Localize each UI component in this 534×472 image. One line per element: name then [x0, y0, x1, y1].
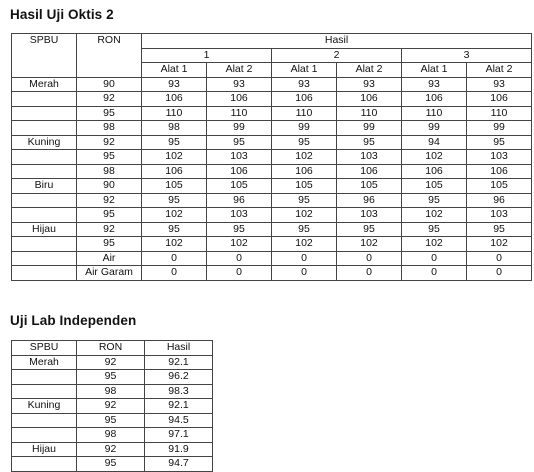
ron-cell: 98	[77, 164, 142, 179]
value-cell: 110	[467, 106, 532, 121]
value-cell: 105	[402, 179, 467, 194]
value-cell: 99	[337, 121, 402, 136]
value-cell: 105	[467, 179, 532, 194]
table-row	[12, 106, 532, 121]
value-cell: 95	[402, 222, 467, 237]
hasil-cell: 91.9	[145, 442, 213, 457]
ron-cell: 95	[77, 237, 142, 252]
value-cell: 93	[207, 77, 272, 92]
value-cell: 106	[467, 164, 532, 179]
ron-cell: 90	[77, 77, 142, 92]
value-cell: 95	[467, 135, 532, 150]
table2-title: Uji Lab Independen	[10, 313, 137, 328]
hasil-cell: 96.2	[145, 370, 213, 385]
spbu-cell	[12, 457, 77, 472]
value-cell: 99	[272, 121, 337, 136]
value-cell: 0	[272, 266, 337, 281]
value-cell: 96	[207, 193, 272, 208]
table-row	[12, 370, 213, 385]
ron-cell: 90	[77, 179, 142, 194]
table-row	[12, 266, 532, 281]
value-cell: 102	[142, 150, 207, 165]
value-cell: 95	[467, 222, 532, 237]
hasil-cell: 92.1	[145, 355, 213, 370]
value-cell: 106	[337, 164, 402, 179]
header-row-1	[12, 34, 532, 49]
ron-cell: 95	[77, 208, 142, 223]
value-cell: 102	[337, 237, 402, 252]
value-cell: 106	[272, 92, 337, 107]
value-cell: 102	[207, 237, 272, 252]
spbu-cell: Hijau	[12, 442, 77, 457]
value-cell: 99	[467, 121, 532, 136]
value-cell: 103	[337, 208, 402, 223]
value-cell: 103	[337, 150, 402, 165]
header-alat: Alat 2	[337, 63, 402, 78]
spbu-cell	[12, 193, 77, 208]
table-row	[12, 237, 532, 252]
spbu-cell	[12, 150, 77, 165]
spbu-cell	[12, 251, 77, 266]
spbu-cell	[12, 106, 77, 121]
oktis-results-table	[11, 33, 532, 281]
value-cell: 102	[402, 208, 467, 223]
value-cell: 102	[142, 208, 207, 223]
hasil-cell: 94.7	[145, 457, 213, 472]
value-cell: 93	[337, 77, 402, 92]
table-row	[12, 428, 213, 443]
table-row	[12, 457, 213, 472]
ron-cell: 98	[77, 428, 145, 443]
value-cell: 95	[207, 135, 272, 150]
value-cell: 93	[272, 77, 337, 92]
ron-cell: 92	[77, 193, 142, 208]
spbu-cell	[12, 237, 77, 252]
header-spbu: SPBU	[12, 34, 77, 78]
value-cell: 95	[402, 193, 467, 208]
header-group-3: 3	[402, 48, 532, 63]
spbu-cell	[12, 266, 77, 281]
header-group-2: 2	[272, 48, 402, 63]
value-cell: 95	[207, 222, 272, 237]
value-cell: 102	[272, 150, 337, 165]
spbu-cell: Merah	[12, 77, 77, 92]
value-cell: 110	[207, 106, 272, 121]
value-cell: 106	[402, 164, 467, 179]
oktis-table-body	[12, 34, 532, 281]
value-cell: 0	[467, 251, 532, 266]
value-cell: 102	[142, 237, 207, 252]
value-cell: 103	[467, 208, 532, 223]
header-row	[12, 341, 213, 356]
table-row	[12, 135, 532, 150]
table-row	[12, 77, 532, 92]
spbu-cell	[12, 92, 77, 107]
header-alat: Alat 1	[272, 63, 337, 78]
value-cell: 105	[337, 179, 402, 194]
table-row	[12, 92, 532, 107]
table-row	[12, 150, 532, 165]
ron-cell: 95	[77, 370, 145, 385]
lab-results-table	[11, 340, 213, 472]
header-ron: RON	[77, 34, 142, 78]
value-cell: 102	[402, 237, 467, 252]
value-cell: 102	[272, 237, 337, 252]
header-alat: Alat 1	[142, 63, 207, 78]
ron-cell: 95	[77, 150, 142, 165]
spbu-cell	[12, 208, 77, 223]
value-cell: 0	[272, 251, 337, 266]
ron-cell: 92	[77, 399, 145, 414]
ron-cell: Air	[77, 251, 142, 266]
table-row	[12, 384, 213, 399]
value-cell: 95	[337, 222, 402, 237]
value-cell: 106	[467, 92, 532, 107]
value-cell: 106	[142, 92, 207, 107]
value-cell: 106	[207, 164, 272, 179]
value-cell: 103	[207, 208, 272, 223]
value-cell: 110	[337, 106, 402, 121]
table1-title: Hasil Uji Oktis 2	[10, 7, 114, 22]
table-row	[12, 251, 532, 266]
hasil-cell: 94.5	[145, 413, 213, 428]
value-cell: 106	[207, 92, 272, 107]
value-cell: 103	[467, 150, 532, 165]
header-alat: Alat 2	[467, 63, 532, 78]
ron-cell: 95	[77, 457, 145, 472]
value-cell: 0	[207, 266, 272, 281]
lab-table-body	[12, 341, 213, 472]
value-cell: 102	[467, 237, 532, 252]
header-ron: RON	[77, 341, 145, 356]
value-cell: 0	[402, 251, 467, 266]
ron-cell: 98	[77, 121, 142, 136]
value-cell: 102	[272, 208, 337, 223]
spbu-cell: Merah	[12, 355, 77, 370]
value-cell: 105	[272, 179, 337, 194]
spbu-cell	[12, 370, 77, 385]
ron-cell: 92	[77, 355, 145, 370]
ron-cell: 95	[77, 413, 145, 428]
spbu-cell	[12, 413, 77, 428]
value-cell: 105	[142, 179, 207, 194]
value-cell: 105	[207, 179, 272, 194]
table-row	[12, 164, 532, 179]
value-cell: 0	[337, 266, 402, 281]
header-alat: Alat 1	[402, 63, 467, 78]
spbu-cell: Biru	[12, 179, 77, 194]
table-row	[12, 193, 532, 208]
hasil-cell: 92.1	[145, 399, 213, 414]
value-cell: 95	[142, 135, 207, 150]
spbu-cell	[12, 428, 77, 443]
value-cell: 99	[207, 121, 272, 136]
table-row	[12, 399, 213, 414]
value-cell: 0	[207, 251, 272, 266]
header-group-1: 1	[142, 48, 272, 63]
table-row	[12, 121, 532, 136]
table-row	[12, 208, 532, 223]
value-cell: 95	[337, 135, 402, 150]
value-cell: 106	[142, 164, 207, 179]
ron-cell: Air Garam	[77, 266, 142, 281]
value-cell: 102	[402, 150, 467, 165]
spbu-cell: Hijau	[12, 222, 77, 237]
value-cell: 110	[402, 106, 467, 121]
table-row	[12, 413, 213, 428]
value-cell: 110	[142, 106, 207, 121]
spbu-cell: Kuning	[12, 399, 77, 414]
ron-cell: 92	[77, 222, 142, 237]
value-cell: 94	[402, 135, 467, 150]
value-cell: 93	[467, 77, 532, 92]
spbu-cell	[12, 121, 77, 136]
ron-cell: 98	[77, 384, 145, 399]
value-cell: 106	[272, 164, 337, 179]
spbu-cell: Kuning	[12, 135, 77, 150]
hasil-cell: 97.1	[145, 428, 213, 443]
value-cell: 98	[142, 121, 207, 136]
table-row	[12, 222, 532, 237]
value-cell: 96	[337, 193, 402, 208]
value-cell: 0	[142, 266, 207, 281]
value-cell: 0	[402, 266, 467, 281]
table-row	[12, 355, 213, 370]
value-cell: 0	[467, 266, 532, 281]
value-cell: 95	[272, 222, 337, 237]
value-cell: 99	[402, 121, 467, 136]
header-spbu: SPBU	[12, 341, 77, 356]
value-cell: 0	[142, 251, 207, 266]
ron-cell: 92	[77, 442, 145, 457]
header-hasil: Hasil	[142, 34, 532, 49]
value-cell: 95	[142, 193, 207, 208]
value-cell: 93	[402, 77, 467, 92]
value-cell: 96	[467, 193, 532, 208]
value-cell: 0	[337, 251, 402, 266]
spbu-cell	[12, 164, 77, 179]
table-row	[12, 179, 532, 194]
value-cell: 93	[142, 77, 207, 92]
value-cell: 110	[272, 106, 337, 121]
value-cell: 95	[142, 222, 207, 237]
table-row	[12, 442, 213, 457]
spbu-cell	[12, 384, 77, 399]
value-cell: 106	[402, 92, 467, 107]
ron-cell: 92	[77, 92, 142, 107]
header-alat: Alat 2	[207, 63, 272, 78]
ron-cell: 92	[77, 135, 142, 150]
value-cell: 95	[272, 135, 337, 150]
value-cell: 103	[207, 150, 272, 165]
value-cell: 95	[272, 193, 337, 208]
header-hasil: Hasil	[145, 341, 213, 356]
ron-cell: 95	[77, 106, 142, 121]
value-cell: 106	[337, 92, 402, 107]
hasil-cell: 98.3	[145, 384, 213, 399]
